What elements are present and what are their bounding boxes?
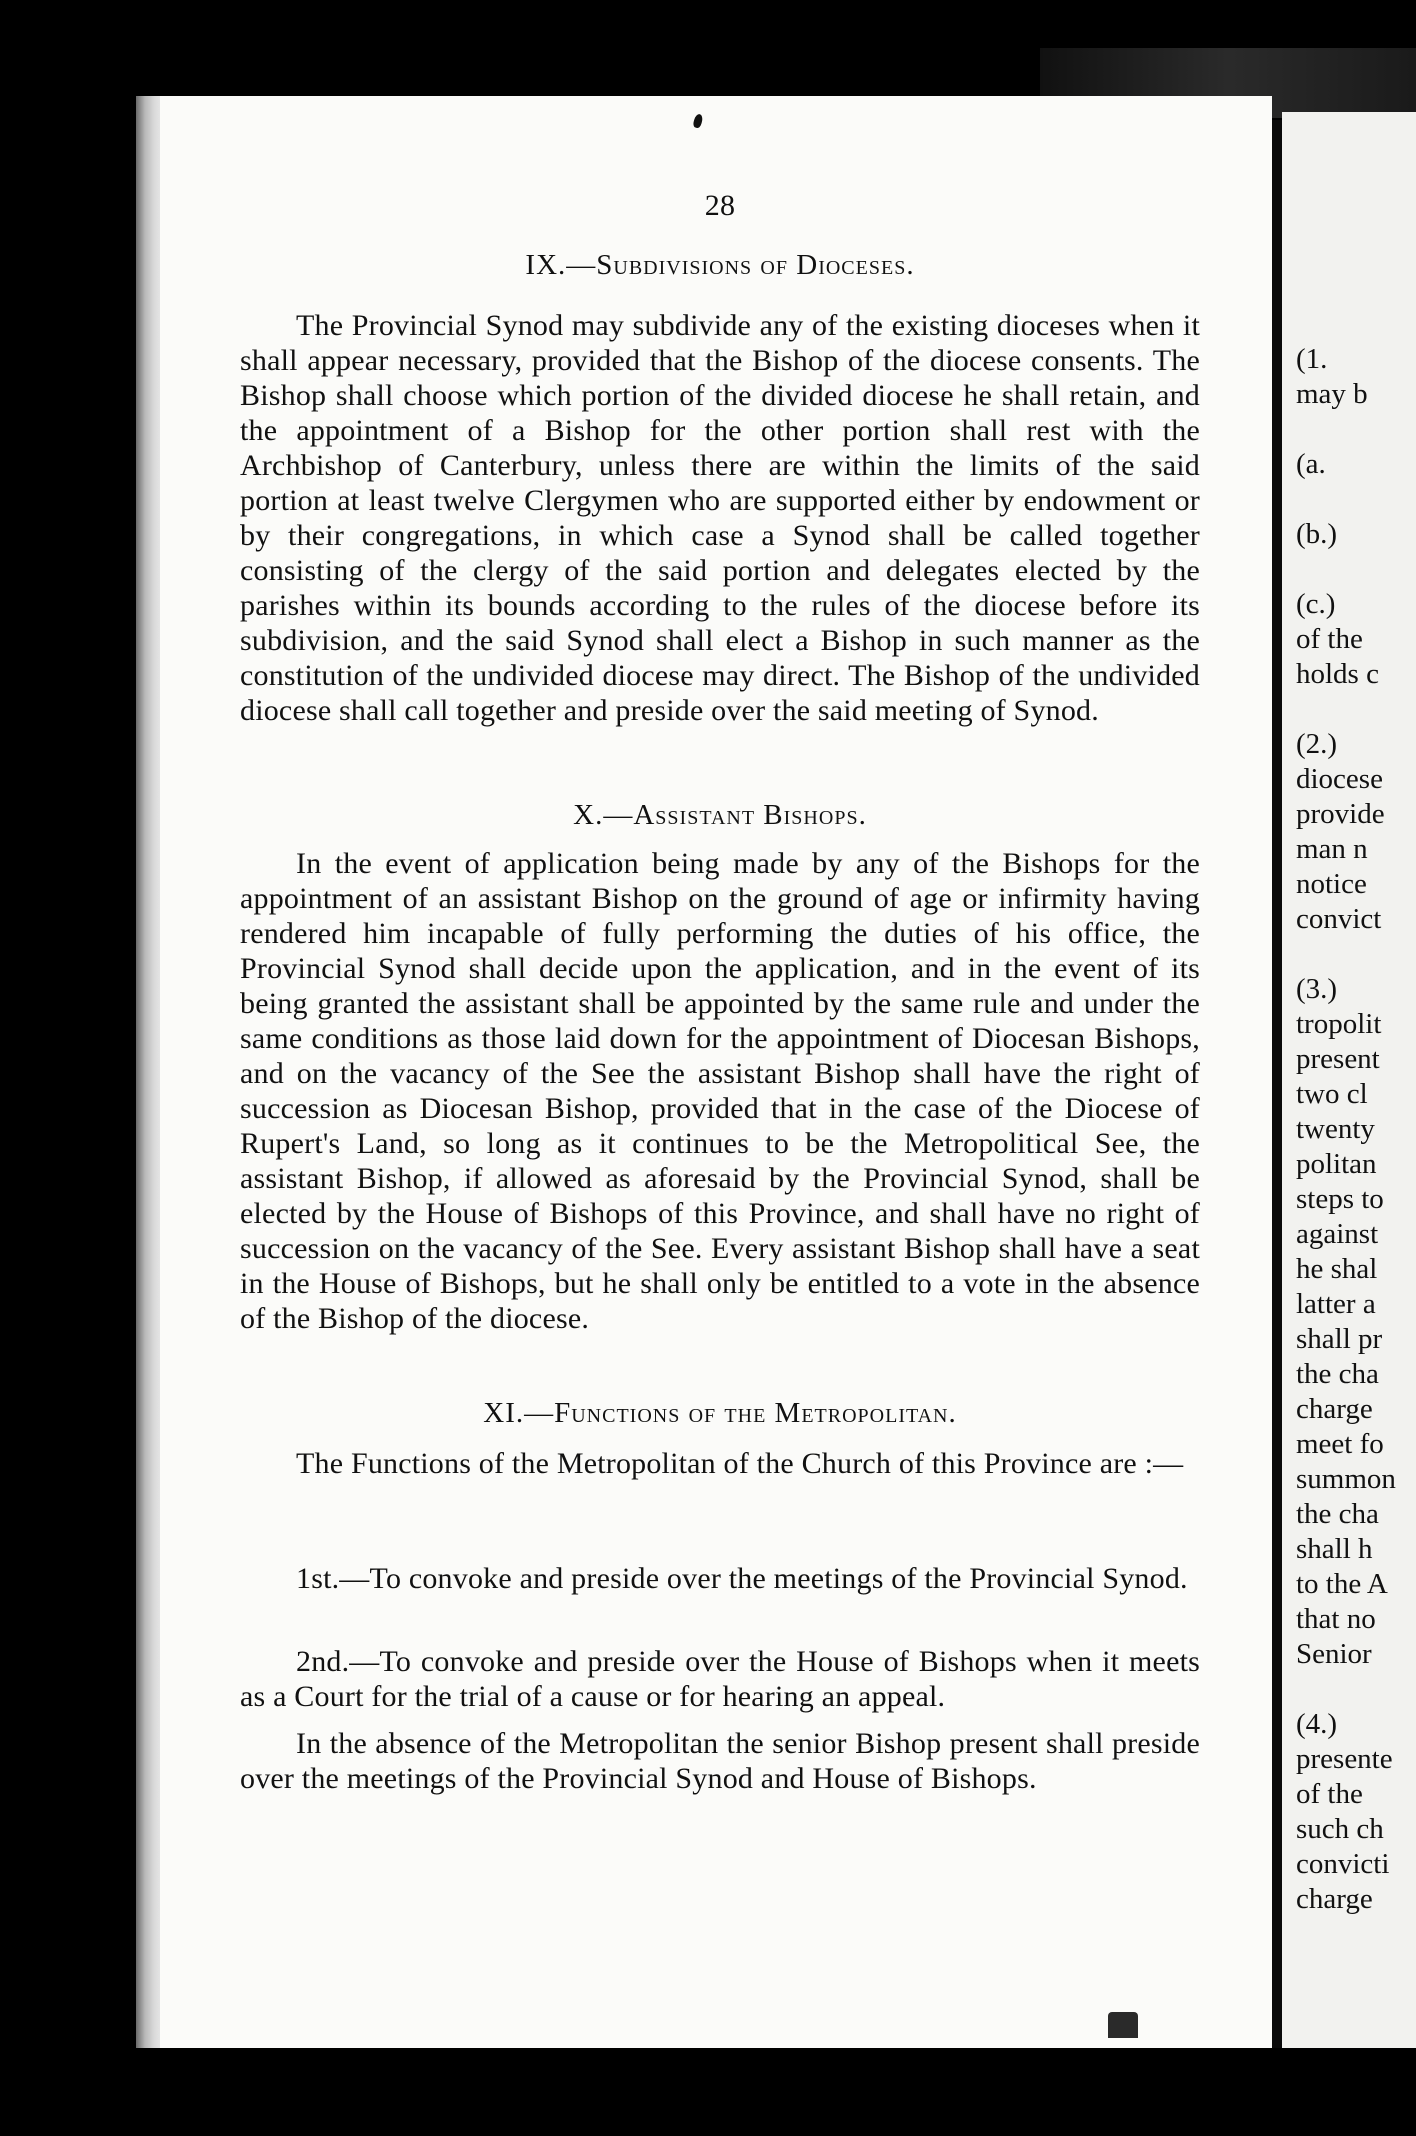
section-heading-ix: IX.—Subdivisions of Dioceses. xyxy=(525,249,915,281)
section-xi-item-1: 1st.—To convoke and preside over the meetings of the Provincial Synod. xyxy=(296,1562,1188,1595)
book-page xyxy=(160,96,1272,2048)
section-heading-xi: XI.—Functions of the Metropolitan. xyxy=(483,1397,957,1429)
section-heading-x: X.—Assistant Bishops. xyxy=(573,799,867,831)
section-xi-item-2: 2nd.—To convoke and preside over the House of Bishops when it meets as a Court for the trial of a cause or for hearing an appeal. xyxy=(240,1645,1200,1713)
ink-mark xyxy=(692,113,703,129)
page-tab-mark xyxy=(1108,2012,1138,2038)
section-ix-paragraph: The Provincial Synod may subdivide any of the existing dioceses when it shall appear necessary, provided that the Bishop of the diocese consents. The Bishop shall choose which portion of the divided diocese he shall retain, and the appointment of a Bishop for the other portion shall rest with the Archbishop of Canterbury, unless there are within the limits of the said portion at least twelve Clergymen who are supported either by endowment or by their congregations, in which case a Synod shall be called together consisting of the clergy of the said portion and delegates elected by the parishes within its bounds according to the rules of the diocese before its subdivision, and the said Synod shall elect a Bishop in such manner as the constitution of the undivided diocese may direct. The Bishop of the undivided diocese shall call together and preside over the said meeting of Synod. xyxy=(240,309,1200,727)
section-xi-closing: In the absence of the Metropolitan the senior Bishop present shall preside over the meetings of the Provincial Synod and House of Bishops. xyxy=(240,1727,1200,1795)
facing-page xyxy=(1282,112,1416,2048)
section-xi-intro: The Functions of the Metropolitan of the Church of this Province are :— xyxy=(296,1447,1184,1480)
page-number: 28 xyxy=(704,189,736,222)
section-x-paragraph: In the event of application being made by any of the Bishops for the appointment of an assistant Bishop on the ground of age or infirmity having rendered him incapable of fully performing the duties of his office, the Provincial Synod shall decide upon the application, and in the event of its being granted the assistant shall be appointed by the same rule and under the same conditions as those laid down for the appointment of Diocesan Bishops, and on the vacancy of the See the assistant Bishop shall have the right of succession as Diocesan Bishop, provided that in the case of the Diocese of Rupert's Land, so long as it continues to be the Metropolitical See, the assistant Bishop, if allowed as aforesaid by the Provincial Synod, shall be elected by the House of Bishops of this Province, and shall have no right of succession on the vacancy of the See. Every assistant Bishop shall have a seat in the House of Bishops, but he shall only be entitled to a vote in the absence of the Bishop of the diocese. xyxy=(240,847,1200,1335)
book-gutter xyxy=(1272,120,1282,2048)
facing-page-text: (1. may b (a. (b.) (c.) of the holds c (2.) diocese provide man n notice convict (3.) tropolit present two cl twenty politan steps to against he shal latter a shall pr the cha charge meet fo summon the cha shall h to the A that no Senior (4.) presente of the such ch convicti charge xyxy=(1296,343,1396,1915)
